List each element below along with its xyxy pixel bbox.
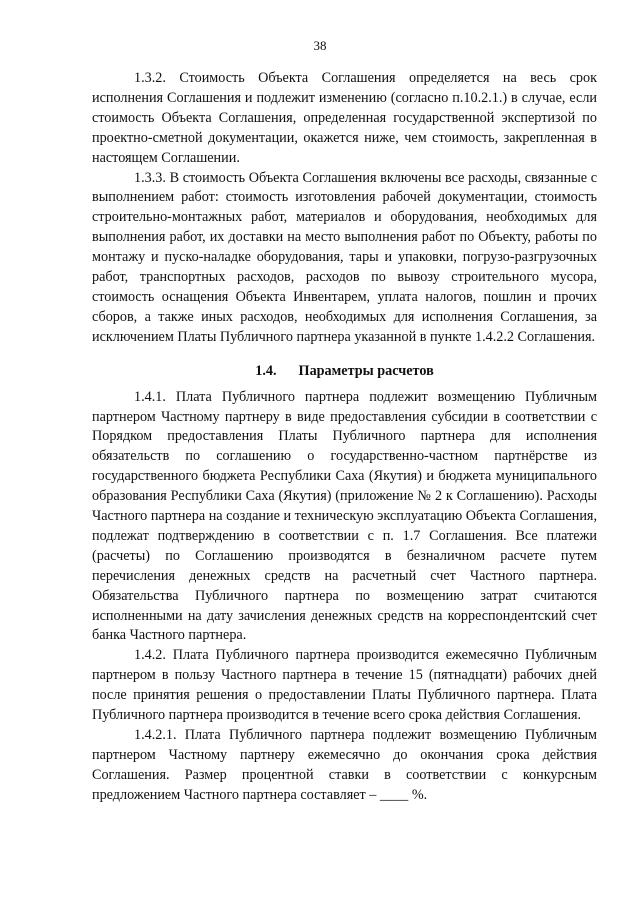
paragraph-1-3-2: 1.3.2. Стоимость Объекта Соглашения определяется на весь срок исполнения Соглашения и подлежит изменению (согласно п.10.2.1.) в случае, если стоимость Объекта Соглашения, определенная государственной экспертизой по проектно-сметной документации, окажется ниже, чем стоимость, закрепленная в настоящем Соглашении. bbox=[92, 70, 597, 166]
page-content bbox=[92, 69, 597, 806]
paragraph-1-4-2-1: 1.4.2.1. Плата Публичного партнера подлежит возмещению Публичным партнером Частному партнеру ежемесячно до окончания срока действия Соглашения. Размер процентной ставки в соответствии с конкурсным предложением Частного партнера составляет – ____ %. bbox=[92, 727, 597, 803]
paragraph-1-4-2: 1.4.2. Плата Публичного партнера производится ежемесячно Публичным партнером в пользу Частного партнера в течение 15 (пятнадцати) рабочих дней после принятия решения о предоставлении Платы Публичного партнера. Плата Публичного партнера производится в течение всего срока действия Соглашения. bbox=[92, 647, 597, 724]
page-number: 38 bbox=[313, 38, 327, 53]
paragraph-1-4-1: 1.4.1. Плата Публичного партнера подлежит возмещению Публичным партнером Частному партнеру в виде предоставления субсидии в соответствии с Порядком предоставления Платы Публичного партнера для исполнения обязательств по соглашению о государственно-частном партнёрстве из государственного бюджета Республики Саха (Якутия) и бюджета муниципального образования Республики Саха (Якутия) (приложение № 2 к Соглашению). Расходы Частного партнера на создание и техническую эксплуатацию Объекта Соглашения, подлежат подтверждению в соответствии с п. 1.7 Соглашения. Все платежи (расчеты) по Соглашению производятся в безналичном расчете путем перечисления денежных средств на расчетный счет Частного партнера. Обязательства Публичного партнера по возмещению затрат считаются исполненными на дату зачисления денежных средств на корреспондентский счет банка Частного партнера. bbox=[92, 388, 597, 644]
section-title: Параметры расчетов bbox=[298, 362, 434, 379]
section-heading bbox=[92, 362, 597, 382]
section-number: 1.4. bbox=[255, 362, 277, 379]
paragraph-1-3-3: 1.3.3. В стоимость Объекта Соглашения включены все расходы, связанные с выполнением работ: стоимость изготовления рабочей документации, стоимость строительно-монтажных работ, материалов и оборудования, необходимых для выполнения работ, их доставки на место выполнения работ по Объекту, работы по монтажу и пуско-наладке оборудования, тары и упаковки, погрузо-разгрузочных работ, транспортных расходов, расходов по вывозу строительного мусора, стоимость оснащения Объекта Инвентарем, уплата налогов, пошлин и прочих сборов, а также иных расходов, необходимых для исполнения Соглашения, за исключением Платы Публичного партнера указанной в пункте 1.4.2.2 Соглашения. bbox=[92, 169, 597, 345]
